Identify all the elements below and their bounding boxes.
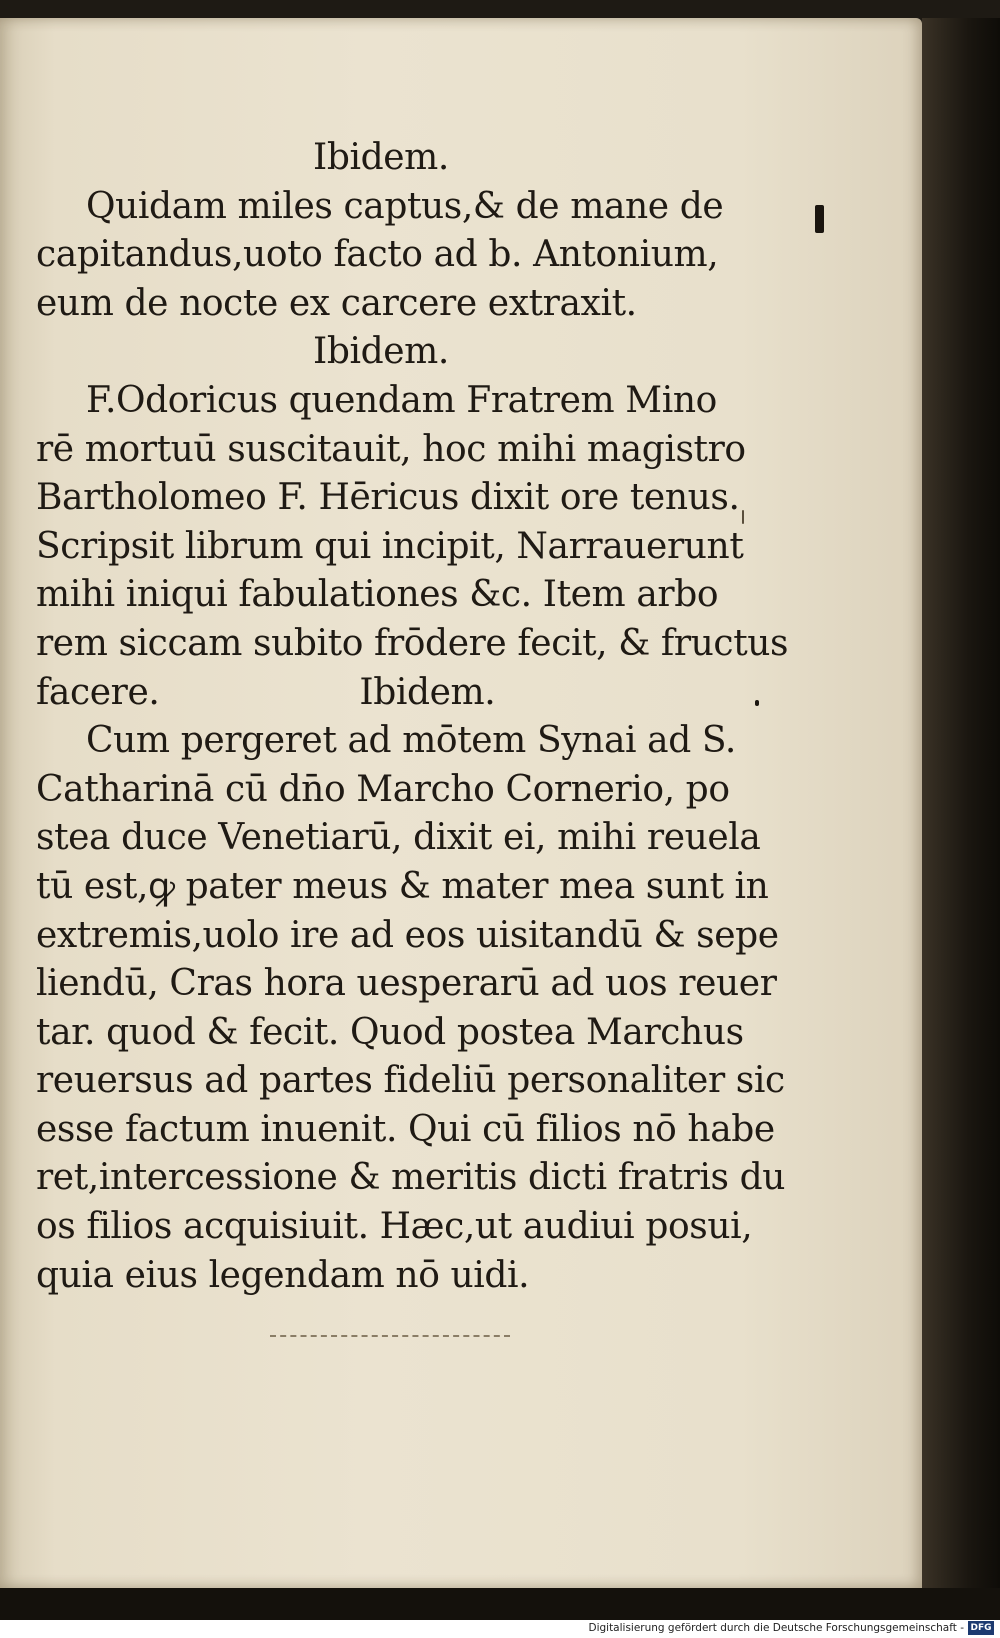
text-line: rē mortuū suscitauit, hoc mihi magistro bbox=[36, 428, 746, 470]
text-line: esse factum inuenit. Qui cū filios nō habe bbox=[36, 1108, 775, 1150]
text-line: liendū, Cras hora uesperarū ad uos reuer bbox=[36, 963, 777, 1005]
text-line: tū est,ꝙ pater meus & mater mea sunt in bbox=[36, 865, 769, 907]
footer-credit: Digitalisierung gefördert durch die Deutsche Forschungsgemeinschaft - bbox=[588, 1622, 964, 1634]
text-line: os filios acquisiuit. Hæc,ut audiui posui, bbox=[36, 1206, 753, 1248]
page-text-block bbox=[36, 134, 789, 1300]
scan-bottom-border bbox=[0, 1588, 1000, 1622]
text-line: Ibidem. bbox=[313, 331, 449, 373]
text-line: Ibidem. bbox=[313, 137, 449, 178]
text-line: tar. quod & fecit. Quod postea Marchus bbox=[36, 1011, 744, 1053]
section-heading: Ibidem. bbox=[359, 671, 496, 713]
ink-speck bbox=[755, 700, 759, 706]
page-edge-shadow bbox=[922, 18, 1000, 1588]
text-line: capitandus,uoto facto ad b. Antonium, bbox=[36, 234, 719, 276]
text-line: rem siccam subito frōdere fecit, & fructus bbox=[36, 622, 789, 664]
text-line: mihi iniqui fabulationes &c. Item arbo bbox=[36, 574, 719, 616]
decorative-rule bbox=[270, 1335, 510, 1337]
text-line: quia eius legendam nō uidi. bbox=[36, 1254, 530, 1296]
text-line: Catharinā cū dn̄o Marcho Cornerio, po bbox=[36, 768, 730, 810]
text-segment: facere. bbox=[36, 671, 160, 713]
text-line: extremis,uolo ire ad eos uisitandū & sepe bbox=[36, 914, 779, 956]
text-line: reuersus ad partes fideliū personaliter sic bbox=[36, 1060, 785, 1102]
text-line: Scripsit librum qui incipit, Narrauerunt bbox=[36, 525, 744, 567]
ink-speck bbox=[742, 510, 744, 524]
text-line: eum de nocte ex carcere extraxit. bbox=[36, 282, 637, 324]
text-line: stea duce Venetiarū, dixit ei, mihi reuela bbox=[36, 817, 761, 859]
ink-speck bbox=[815, 205, 824, 233]
text-line: Cum pergeret ad mōtem Synai ad S. bbox=[86, 720, 736, 762]
text-line: Bartholomeo F. Hēricus dixit ore tenus. bbox=[36, 477, 740, 519]
text-line: Quidam miles captus,& de mane de bbox=[86, 185, 724, 227]
text-line-with-heading bbox=[36, 669, 726, 718]
text-line: F.Odoricus quendam Fratrem Mino bbox=[86, 379, 717, 421]
text-line: ret,intercessione & meritis dicti fratris du bbox=[36, 1157, 786, 1199]
dfg-logo: DFG bbox=[968, 1621, 994, 1635]
